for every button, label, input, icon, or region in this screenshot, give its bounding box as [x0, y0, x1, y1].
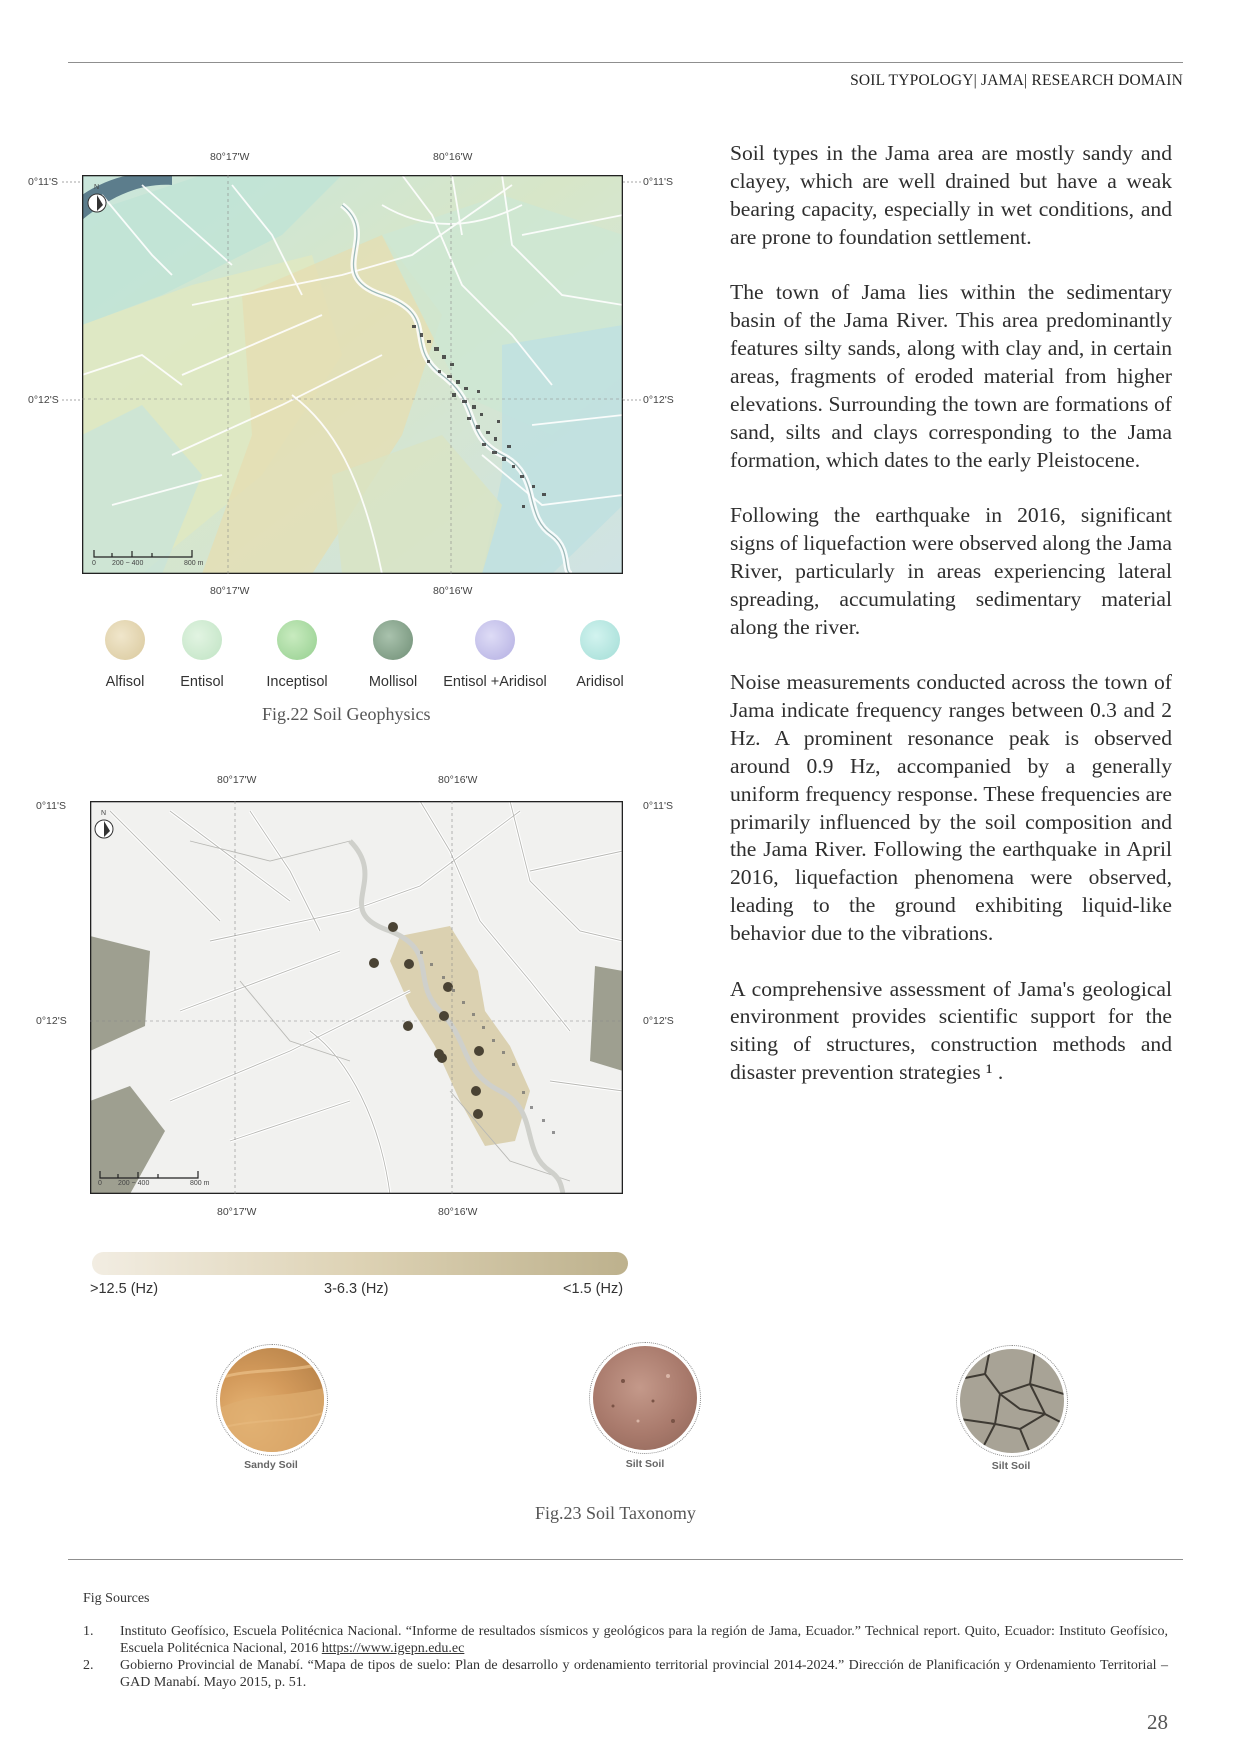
scale-label-mid: 200 ~ 400	[112, 560, 144, 567]
north-label: N	[94, 184, 100, 191]
legend-swatch	[105, 620, 145, 660]
legend-mollisol	[338, 620, 448, 690]
soil-sample-silt	[589, 1342, 701, 1454]
fig23-lat-mid-right: 0°12'S	[643, 1015, 674, 1027]
reference-1	[83, 1623, 1168, 1657]
north-label: N	[101, 810, 107, 817]
fig22-left-ticks	[62, 176, 82, 416]
measurement-point	[471, 1086, 481, 1096]
scale-label-0: 0	[92, 560, 96, 567]
legend-swatch	[580, 620, 620, 660]
paragraph-sedimentary-basin: The town of Jama lies within the sedimentary basin of the Jama River. This area predominantly features silty sands, along with clay and, in certain areas, fragments of eroded material from higher elevations. Surrounding the town are formations of sand, silts and clays corresponding to the Jama formation, which dates to the early Pleistocene.	[730, 280, 1172, 472]
silt-soil-image	[593, 1346, 697, 1450]
soil-label-silt: Silt Soil	[625, 1458, 665, 1470]
soil-sample-sandy	[216, 1344, 328, 1456]
fig23-lat-mid-left: 0°12'S	[36, 1015, 67, 1027]
measurement-point	[439, 1011, 449, 1021]
fig22-lon-bottom-left: 80°17'W	[210, 585, 250, 597]
footer-rule	[68, 1559, 1183, 1560]
fig22-lon-top-right: 80°16'W	[433, 151, 473, 163]
fig22-lat-mid-left: 0°12'S	[28, 394, 59, 406]
cracked-soil-image	[960, 1349, 1064, 1453]
measurement-point	[474, 1046, 484, 1056]
paragraph-assessment: A comprehensive assessment of Jama's geological environment provides scientific support for the siting of structures, construction methods and disaster prevention strategies ¹ .	[730, 976, 1172, 1085]
legend-label: Entisol	[180, 674, 224, 690]
fig22-right-ticks	[623, 176, 643, 416]
fig22-caption: Fig.22 Soil Geophysics	[262, 704, 431, 724]
legend-label: Entisol +Aridisol	[443, 674, 547, 690]
frequency-scale-bar	[92, 1252, 628, 1275]
soil-label-sandy: Sandy Soil	[244, 1459, 298, 1471]
measurement-point	[443, 982, 453, 992]
fig22-lon-bottom-right: 80°16'W	[433, 585, 473, 597]
legend-label: Mollisol	[368, 674, 418, 690]
fig23-lon-top-left: 80°17'W	[217, 774, 257, 786]
paragraph-soil-types: Soil types in the Jama area are mostly sandy and clayey, which are well drained but have a weak bearing capacity, especially in wet conditions, and are prone to foundation settlement.	[730, 141, 1172, 249]
frequency-label-mid: 3-6.3 (Hz)	[324, 1281, 389, 1297]
legend-swatch	[277, 620, 317, 660]
soil-sample-cracked	[956, 1345, 1068, 1457]
north-arrow-icon	[95, 820, 113, 838]
soil-map-graphic	[82, 175, 623, 574]
paragraph-noise-measurements: Noise measurements conducted across the town of Jama indicate frequency ranges between 0.3 and 2 Hz. A prominent resonance peak is observed around 0.9 Hz, accompanied by a generally uniform frequency response. These frequencies are primarily influenced by the soil composition and the Jama River. Following the earthquake in April 2016, liquefaction phenomena were observed, leading to the ground exhibiting liquid-like behavior due to the vibrations.	[730, 670, 1172, 946]
reference-link[interactable]: https://www.igepn.edu.ec	[321, 1641, 465, 1656]
page-number: 28	[1147, 1710, 1168, 1734]
measurement-point	[388, 922, 398, 932]
frequency-label-low: <1.5 (Hz)	[563, 1281, 624, 1297]
sandy-soil-image	[220, 1348, 324, 1452]
soil-label-silt-2: Silt Soil	[991, 1460, 1031, 1472]
reference-number: 1.	[83, 1624, 94, 1639]
measurement-point	[369, 958, 379, 968]
fig-sources-title: Fig Sources	[83, 1591, 150, 1606]
fig23-lat-top-right: 0°11'S	[643, 800, 673, 812]
measurement-point	[437, 1053, 447, 1063]
legend-entisol-aridisol	[440, 620, 550, 690]
measurement-point	[403, 1021, 413, 1031]
soil-geophysics-map	[82, 175, 623, 574]
reference-2	[83, 1657, 1168, 1691]
legend-label: Aridisol	[576, 674, 624, 690]
legend-swatch	[475, 620, 515, 660]
reference-text: Gobierno Provincial de Manabí. “Mapa de tipos de suelo: Plan de desarrollo y ordenamiento territorial provincial 2014-2024.” Dirección de Planificación y Ordenamiento Territorial – GAD Manabí. Mayo 2015, p. 51.	[120, 1658, 1168, 1690]
frequency-map	[90, 801, 623, 1194]
fig23-lon-bottom-right: 80°16'W	[438, 1206, 478, 1218]
legend-aridisol	[545, 620, 655, 690]
reference-number: 2.	[83, 1658, 94, 1673]
scale-label-0: 0	[98, 1180, 102, 1187]
body-text	[730, 140, 1172, 1115]
fig22-lat-mid-right: 0°12'S	[643, 394, 674, 406]
fig22-lat-top-right: 0°11'S	[643, 176, 673, 188]
frequency-map-graphic	[90, 801, 623, 1194]
legend-entisol	[147, 620, 257, 690]
reference-text: Instituto Geofísico, Escuela Politécnica Nacional. “Informe de resultados sísmicos y geológicos para la región de Jama, Ecuador.” Technical report. Quito, Ecuador: Instituto Geofísico, Escuela Politécnica Nacional, 2016	[120, 1624, 1168, 1656]
scale-label-end: 800 m	[190, 1180, 210, 1187]
measurement-point	[473, 1109, 483, 1119]
fig23-caption: Fig.23 Soil Taxonomy	[535, 1503, 696, 1523]
measurement-point	[404, 959, 414, 969]
paragraph-liquefaction: Following the earthquake in 2016, significant signs of liquefaction were observed along the Jama River, particularly in areas experiencing lateral spreading, accumulating sedimentary material along the river.	[730, 502, 1172, 639]
scale-label-mid: 200 ~ 400	[118, 1180, 150, 1187]
legend-swatch	[182, 620, 222, 660]
header-rule	[68, 62, 1183, 63]
frequency-label-high: >12.5 (Hz)	[90, 1281, 159, 1297]
fig23-lon-top-right: 80°16'W	[438, 774, 478, 786]
north-arrow-icon	[88, 194, 106, 212]
legend-label: Alfisol	[105, 674, 145, 690]
legend-inceptisol	[242, 620, 352, 690]
fig23-lat-top-left: 0°11'S	[36, 800, 66, 812]
running-header: SOIL TYPOLOGY| JAMA| RESEARCH DOMAIN	[850, 72, 1183, 89]
fig23-lon-bottom-left: 80°17'W	[217, 1206, 257, 1218]
legend-swatch	[373, 620, 413, 660]
legend-label: Inceptisol	[266, 674, 328, 690]
scale-label-end: 800 m	[184, 560, 204, 567]
fig22-lon-top-left: 80°17'W	[210, 151, 250, 163]
fig22-lat-top-left: 0°11'S	[28, 176, 58, 188]
